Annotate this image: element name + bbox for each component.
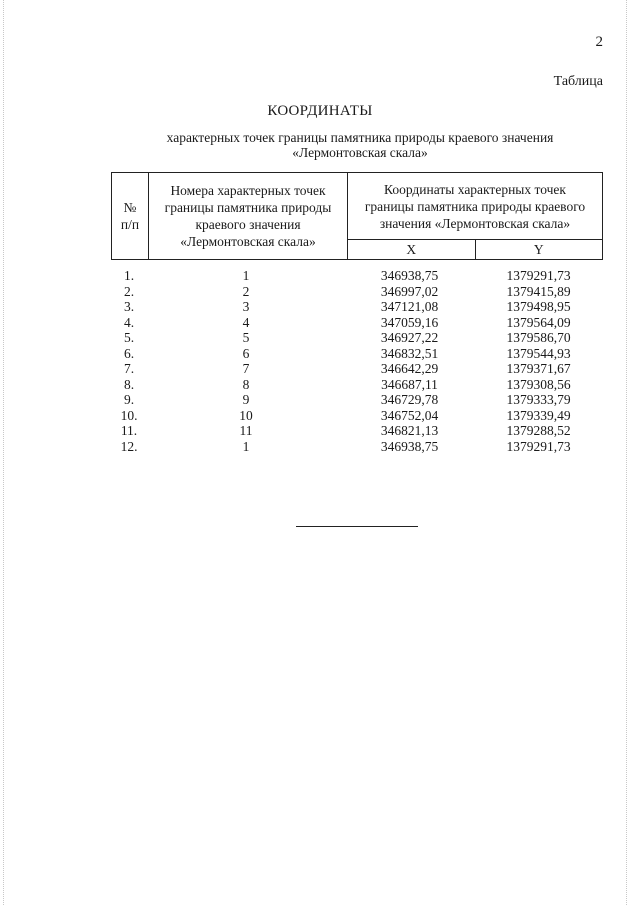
row-number-cell: 2. — [123, 283, 135, 299]
table-caption: Таблица — [553, 74, 603, 89]
table-row — [111, 377, 603, 393]
header-coords-line-2: границы памятника природы краевого — [364, 198, 586, 214]
table-row — [111, 315, 603, 331]
header-coords-line-1: Координаты характерных точек — [384, 181, 566, 197]
coordinates-table-body — [111, 268, 603, 454]
header-y: Y — [475, 240, 603, 260]
row-number-cell: 5. — [123, 330, 135, 345]
y-coordinate-cell: 1379586,70 — [506, 330, 571, 345]
x-coordinate-cell: 346752,04 — [380, 407, 439, 423]
table-row — [111, 392, 603, 408]
point-number-cell: 8 — [242, 376, 250, 392]
row-number-cell: 3. — [123, 299, 135, 314]
point-number-cell: 9 — [242, 392, 250, 407]
header-points-line-3: краевого значения — [195, 217, 301, 232]
y-coordinate-cell: 1379339,49 — [506, 407, 571, 423]
coordinates-table-header — [111, 172, 603, 260]
x-coordinate-cell: 346821,13 — [380, 423, 439, 438]
point-number-cell: 6 — [242, 345, 250, 361]
point-number-cell: 5 — [242, 330, 250, 345]
header-point-numbers — [149, 173, 348, 260]
header-x: X — [348, 240, 476, 260]
row-number-cell: 6. — [123, 345, 135, 361]
x-coordinate-cell: 346642,29 — [380, 361, 439, 376]
x-coordinate-cell: 347059,16 — [380, 314, 439, 330]
table-row — [111, 268, 603, 284]
table-row — [111, 423, 603, 439]
table-row — [111, 346, 603, 362]
row-number-cell: 1. — [123, 268, 135, 283]
header-num-line-1: № — [123, 200, 137, 215]
header-points-line-4: «Лермонтовская скала» — [180, 234, 316, 249]
row-number-cell: 11. — [120, 423, 138, 438]
header-points-line-2: границы памятника природы — [164, 200, 332, 215]
y-coordinate-cell: 1379371,67 — [506, 361, 571, 376]
table-row — [111, 439, 603, 455]
end-separator-line — [296, 526, 418, 527]
x-coordinate-cell: 346729,78 — [380, 392, 439, 407]
table-row — [111, 330, 603, 346]
right-margin-line — [626, 0, 627, 905]
table-row — [111, 284, 603, 300]
y-coordinate-cell: 1379415,89 — [506, 283, 571, 299]
y-coordinate-cell: 1379291,73 — [506, 268, 571, 283]
y-coordinate-cell: 1379498,95 — [506, 299, 571, 314]
y-coordinate-cell: 1379564,09 — [506, 314, 571, 330]
point-number-cell: 1 — [242, 438, 250, 454]
x-coordinate-cell: 346832,51 — [380, 345, 439, 361]
point-number-cell: 2 — [242, 283, 250, 299]
point-number-cell: 10 — [239, 407, 253, 423]
point-number-cell: 3 — [242, 299, 250, 314]
x-coordinate-cell: 346927,22 — [380, 330, 439, 345]
table-row — [111, 408, 603, 424]
y-coordinate-cell: 1379544,93 — [506, 345, 571, 361]
document-subtitle — [120, 130, 600, 160]
point-number-cell: 11 — [239, 423, 253, 438]
row-number-cell: 9. — [123, 392, 135, 407]
x-coordinate-cell: 346687,11 — [381, 376, 438, 392]
subtitle-line-2: «Лермонтовская скала» — [292, 145, 428, 160]
left-margin-line — [3, 0, 4, 905]
header-coords-line-3: значения «Лермонтовская скала» — [379, 215, 571, 231]
subtitle-line-1: характерных точек границы памятника природы краевого значения — [166, 130, 554, 145]
y-coordinate-cell: 1379333,79 — [506, 392, 571, 407]
x-coordinate-cell: 346938,75 — [380, 438, 439, 454]
row-number-cell: 10. — [120, 407, 138, 423]
row-number-cell: 7. — [123, 361, 135, 376]
point-number-cell: 7 — [242, 361, 250, 376]
table-row — [111, 361, 603, 377]
x-coordinate-cell: 346997,02 — [380, 283, 439, 299]
x-coordinate-cell: 347121,08 — [380, 299, 439, 314]
document-title: КООРДИНАТЫ — [267, 103, 373, 119]
y-coordinate-cell: 1379308,56 — [506, 376, 571, 392]
table-row — [111, 299, 603, 315]
point-number-cell: 1 — [242, 268, 250, 283]
page-number: 2 — [595, 34, 603, 50]
header-row-number — [112, 173, 149, 260]
point-number-cell: 4 — [242, 314, 250, 330]
y-coordinate-cell: 1379291,73 — [506, 438, 571, 454]
header-coordinates — [348, 173, 603, 240]
header-points-line-1: Номера характерных точек — [170, 183, 326, 198]
header-num-line-2: п/п — [120, 217, 140, 232]
x-coordinate-cell: 346938,75 — [380, 268, 439, 283]
row-number-cell: 8. — [123, 376, 135, 392]
y-coordinate-cell: 1379288,52 — [506, 423, 571, 438]
row-number-cell: 4. — [123, 314, 135, 330]
row-number-cell: 12. — [120, 438, 138, 454]
